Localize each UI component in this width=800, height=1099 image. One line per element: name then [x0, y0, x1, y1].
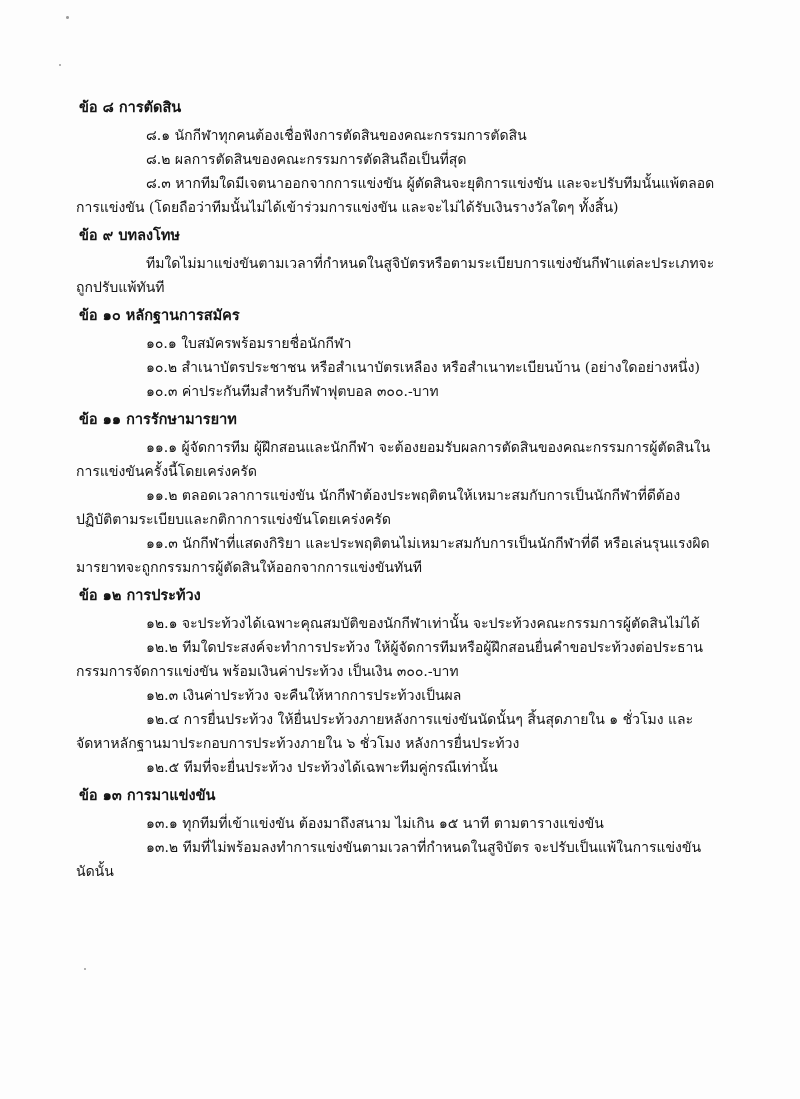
section-item: ๑๐.๓ ค่าประกันทีมสำหรับกีฬาฟุตบอล ๓๐๐.-บาท [146, 384, 439, 400]
section-heading: ข้อ ๑๒ การประท้วง [79, 587, 201, 604]
section-item: ๑๒.๒ ทีมใดประสงค์จะทำการประท้วง ให้ผู้จัดการทีมหรือผู้ฝึกสอนยื่นคำขอประท้วงต่อประธานกรรมการจัดการแข่งขัน พร้อมเงินค่าประท้วง เป็นเงิน ๓๐๐.-บาท [76, 640, 703, 680]
section-item: ๑๓.๒ ทีมที่ไม่พร้อมลงทำการแข่งขันตามเวลาที่กำหนดในสูจิบัตร จะปรับเป็นแพ้ในการแข่งขันนัดนั้น [76, 840, 702, 880]
section-heading: ข้อ ๘ การตัดสิน [79, 99, 182, 116]
section-item: ๑๒.๔ การยื่นประท้วง ให้ยื่นประท้วงภายหลังการแข่งขันนัดนั้นๆ สิ้นสุดภายใน ๑ ชั่วโมง และจัดหาหลักฐานมาประกอบการประท้วงภายใน ๖ ชั่วโมง หลังการยื่นประท้วง [76, 712, 694, 752]
section-item: ๑๑.๑ ผู้จัดการทีม ผู้ฝึกสอนและนักกีฬา จะต้องยอมรับผลการตัดสินของคณะกรรมการผู้ตัดสินในการแข่งขันครั้งนี้โดยเคร่งครัด [76, 440, 711, 480]
section-heading: ข้อ ๙ บทลงโทษ [79, 227, 180, 244]
scan-speck [59, 64, 61, 66]
section-12 [76, 584, 716, 780]
section-heading: ข้อ ๑๑ การรักษามารยาท [79, 411, 237, 428]
section-item: ทีมใดไม่มาแข่งขันตามเวลาที่กำหนดในสูจิบัตรหรือตามระเบียบการแข่งขันกีฬาแต่ละประเภทจะถูกปรับแพ้ทันที [76, 256, 715, 296]
section-11 [76, 408, 716, 580]
section-item: ๘.๓ หากทีมใดมีเจตนาออกจากการแข่งขัน ผู้ตัดสินจะยุติการแข่งขัน และจะปรับทีมนั้นแพ้ตลอดการแข่งขัน (โดยถือว่าทีมนั้นไม่ได้เข้าร่วมการแข่งขัน และจะไม่ได้รับเงินรางวัลใดๆ ทั้งสิ้น) [76, 176, 715, 216]
section-heading: ข้อ ๑๐ หลักฐานการสมัคร [79, 307, 240, 324]
section-13 [76, 784, 716, 884]
section-item: ๑๑.๒ ตลอดเวลาการแข่งขัน นักกีฬาต้องประพฤติตนให้เหมาะสมกับการเป็นนักกีฬาที่ดีต้องปฏิบัติตามระเบียบและกติกาการแข่งขันโดยเคร่งครัด [76, 488, 681, 528]
section-8 [76, 96, 716, 220]
section-10 [76, 304, 716, 404]
section-9 [76, 224, 716, 300]
section-item: ๑๑.๓ นักกีฬาที่แสดงกิริยา และประพฤติตนไม่เหมาะสมกับการเป็นนักกีฬาที่ดี หรือเล่นรุนแรงผิดมารยาทจะถูกกรรมการผู้ตัดสินให้ออกจากการแข่งขันทันที [76, 536, 710, 576]
section-item: ๑๒.๑ จะประท้วงได้เฉพาะคุณสมบัติของนักกีฬาเท่านั้น จะประท้วงคณะกรรมการผู้ตัดสินไม่ได้ [146, 616, 700, 632]
section-item: ๑๓.๑ ทุกทีมที่เข้าแข่งขัน ต้องมาถึงสนาม ไม่เกิน ๑๕ นาที ตามตารางแข่งขัน [146, 816, 604, 832]
scan-speck [66, 16, 69, 19]
section-item: ๘.๑ นักกีฬาทุกคนต้องเชื่อฟังการตัดสินของคณะกรรมการตัดสิน [146, 128, 527, 144]
section-heading: ข้อ ๑๓ การมาแข่งขัน [79, 787, 216, 804]
section-item: ๘.๒ ผลการตัดสินของคณะกรรมการตัดสินถือเป็นที่สุด [146, 152, 467, 168]
section-item: ๑๒.๓ เงินค่าประท้วง จะคืนให้หากการประท้วงเป็นผล [146, 688, 462, 704]
document-body [76, 96, 716, 884]
section-item: ๑๒.๕ ทีมที่จะยื่นประท้วง ประท้วงได้เฉพาะทีมคู่กรณีเท่านั้น [146, 760, 498, 776]
scan-speck [84, 968, 86, 970]
section-item: ๑๐.๒ สำเนาบัตรประชาชน หรือสำเนาบัตรเหลือง หรือสำเนาทะเบียนบ้าน (อย่างใดอย่างหนึ่ง) [146, 360, 700, 376]
section-item: ๑๐.๑ ใบสมัครพร้อมรายชื่อนักกีฬา [146, 336, 352, 352]
